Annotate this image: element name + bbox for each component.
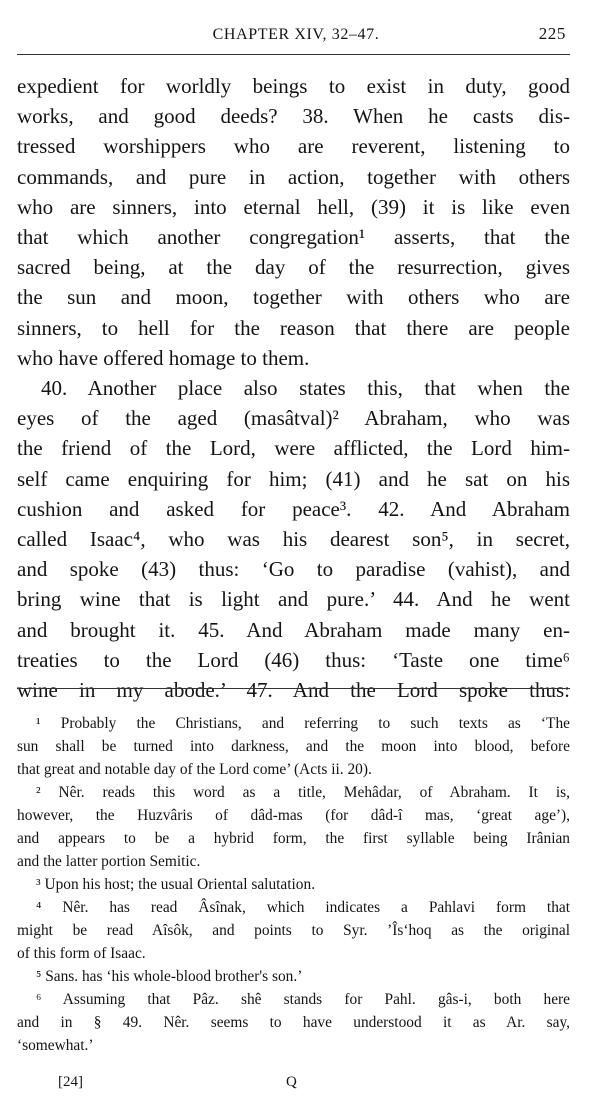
text-line: that which another congregation¹ asserts, that the: [17, 225, 570, 250]
text-line: treaties to the Lord (46) thus: ‘Taste one time⁶: [17, 647, 570, 672]
text-line: eyes of the aged (masâtval)² Abraham, who was: [17, 406, 570, 431]
text-line: who are sinners, into eternal hell, (39) it is like even: [17, 194, 570, 219]
footnote-line: however, the Huzvâris of dâd-mas (for dâd-î mas, ‘great age’),: [17, 807, 570, 824]
footnote-line: might be read Aîsôk, and points to Syr. ’Îs‘hoq as the original: [17, 922, 570, 939]
text-line: and spoke (43) thus: ‘Go to paradise (vahist), and: [17, 557, 570, 582]
signature-row: [0, 1074, 600, 1098]
footnotes: [17, 712, 570, 1057]
footnote-line: and in § 49. Nêr. seems to have understood it as Ar. say,: [17, 1014, 570, 1031]
main-text: [17, 71, 570, 705]
footnote-4: ⁴ Nêr. has read Âsînak, which indicates a Pahlavi form that: [36, 899, 570, 916]
text-line: self came enquiring for him; (41) and he sat on his: [17, 466, 570, 491]
footnote-line: sun shall be turned into darkness, and the moon into blood, before: [17, 738, 570, 755]
text-line: the sun and moon, together with others who are: [17, 285, 570, 310]
footnote-5: ⁵ Sans. has ‘his whole-blood brother's son.’: [36, 968, 303, 985]
text-line: wine in my abode.’ 47. And the Lord spoke thus:: [17, 678, 570, 703]
sheet-signature: [24]: [58, 1074, 83, 1090]
text-line: bring wine that is light and pure.’ 44. And he went: [17, 587, 570, 612]
page-number: 225: [538, 24, 566, 43]
running-head: [22, 20, 570, 50]
text-line: 40. Another place also states this, that when the: [41, 376, 570, 401]
header-rule: [17, 54, 570, 55]
text-line: works, and good deeds? 38. When he casts dis-: [17, 104, 570, 129]
footnote-line: that great and notable day of the Lord come’ (Acts ii. 20).: [17, 761, 372, 778]
chapter-title: CHAPTER XIV, 32–47.: [212, 26, 380, 43]
footnote-line: of this form of Isaac.: [17, 945, 146, 962]
footnote-3: ³ Upon his host; the usual Oriental salutation.: [36, 876, 316, 893]
footnote-line: and appears to be a hybrid form, the first syllable being Irânian: [17, 830, 570, 847]
gathering-letter: Q: [286, 1074, 297, 1090]
text-line: who have offered homage to them.: [17, 345, 310, 370]
text-line: sinners, to hell for the reason that there are people: [17, 315, 570, 340]
text-line: and brought it. 45. And Abraham made many en-: [17, 617, 570, 642]
footnote-line: ‘somewhat.’: [17, 1037, 94, 1054]
text-line: called Isaac⁴, who was his dearest son⁵, in secret,: [17, 527, 570, 552]
footnote-rule: [17, 688, 570, 689]
footnote-1: ¹ Probably the Christians, and referring to such texts as ‘The: [36, 715, 570, 732]
text-line: expedient for worldly beings to exist in duty, good: [17, 74, 570, 98]
footnote-2: ² Nêr. reads this word as a title, Mehâdar, of Abraham. It is,: [36, 784, 570, 801]
footnote-line: and the latter portion Semitic.: [17, 853, 201, 870]
text-line: cushion and asked for peace³. 42. And Abraham: [17, 496, 570, 521]
footnote-6: ⁶ Assuming that Pâz. shê stands for Pahl. gâs-i, both here: [36, 991, 570, 1008]
text-line: the friend of the Lord, were afflicted, the Lord him-: [17, 436, 570, 461]
text-line: sacred being, at the day of the resurrection, gives: [17, 255, 570, 280]
text-line: commands, and pure in action, together with others: [17, 164, 570, 189]
text-line: tressed worshippers who are reverent, listening to: [17, 134, 570, 159]
